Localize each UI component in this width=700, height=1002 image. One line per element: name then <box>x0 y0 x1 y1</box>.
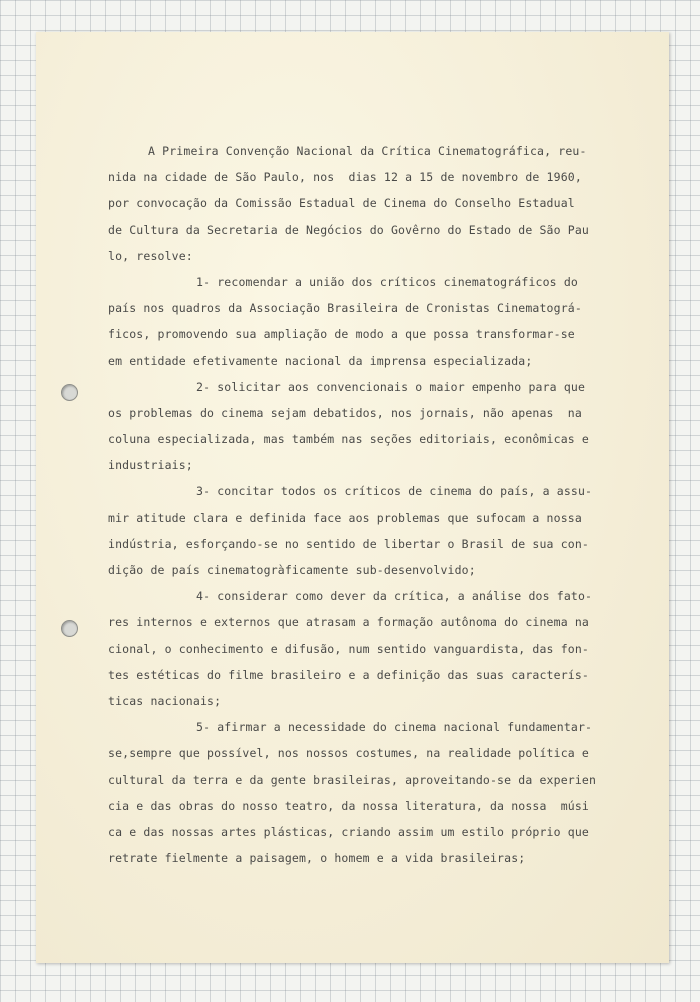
text-line: se,sempre que possível, nos nossos costumes, na realidade política e <box>108 746 590 761</box>
text-line: de Cultura da Secretaria de Negócios do Govêrno do Estado de São Pau <box>108 222 590 237</box>
text-line: indústria, esforçando-se no sentido de libertar o Brasil de sua con- <box>108 536 590 551</box>
text-line: coluna especializada, mas também nas seções editoriais, econômicas e <box>108 432 590 447</box>
text-line: 5- afirmar a necessidade do cinema nacional fundamentar- <box>196 720 593 735</box>
text-line: cia e das obras do nosso teatro, da nossa literatura, da nossa músi <box>108 798 590 813</box>
text-line: dição de país cinematogràficamente sub-desenvolvido; <box>108 563 476 577</box>
text-line: os problemas do cinema sejam debatidos, nos jornais, não apenas na <box>108 405 582 420</box>
text-line: cultural da terra e da gente brasileiras, aproveitando-se da experien <box>108 772 597 787</box>
text-line: em entidade efetivamente nacional da imprensa especializada; <box>108 353 533 368</box>
text-line: cional, o conhecimento e difusão, num sentido vanguardista, das fon- <box>108 641 590 656</box>
punch-hole-bottom <box>61 620 78 637</box>
text-line: res internos e externos que atrasam a formação autônoma do cinema na <box>108 615 590 630</box>
text-line: 3- concitar todos os críticos de cinema do país, a assu- <box>196 484 593 499</box>
text-line: industriais; <box>108 458 193 473</box>
text-line: 1- recomendar a união dos críticos cinematográficos do <box>196 274 578 289</box>
text-line: mir atitude clara e definida face aos problemas que sufocam a nossa <box>108 510 582 525</box>
text-line: nida na cidade de São Paulo, nos dias 12 a 15 de novembro de 1960, <box>108 170 582 185</box>
text-line: ticas nacionais; <box>108 693 222 708</box>
text-line: ficos, promovendo sua ampliação de modo a que possa transformar-se <box>108 327 575 342</box>
text-line: ca e das nossas artes plásticas, criando assim um estilo próprio que <box>108 824 590 839</box>
text-line: 2- solicitar aos convencionais o maior empenho para que <box>196 379 586 394</box>
text-line: país nos quadros da Associação Brasileira de Cronistas Cinematográ- <box>108 301 582 316</box>
text-line: retrate fielmente a paisagem, o homem e a vida brasileiras; <box>108 851 526 866</box>
typewritten-text <box>108 138 608 871</box>
text-line: 4- considerar como dever da crítica, a análise dos fato- <box>196 589 593 604</box>
text-line: lo, resolve: <box>108 248 193 263</box>
text-line: por convocação da Comissão Estadual de Cinema do Conselho Estadual <box>108 196 575 211</box>
text-line: tes estéticas do filme brasileiro e a definição das suas caracterís- <box>108 667 590 682</box>
punch-hole-top <box>61 384 78 401</box>
text-line: A Primeira Convenção Nacional da Crítica Cinematográfica, reu- <box>148 144 587 158</box>
